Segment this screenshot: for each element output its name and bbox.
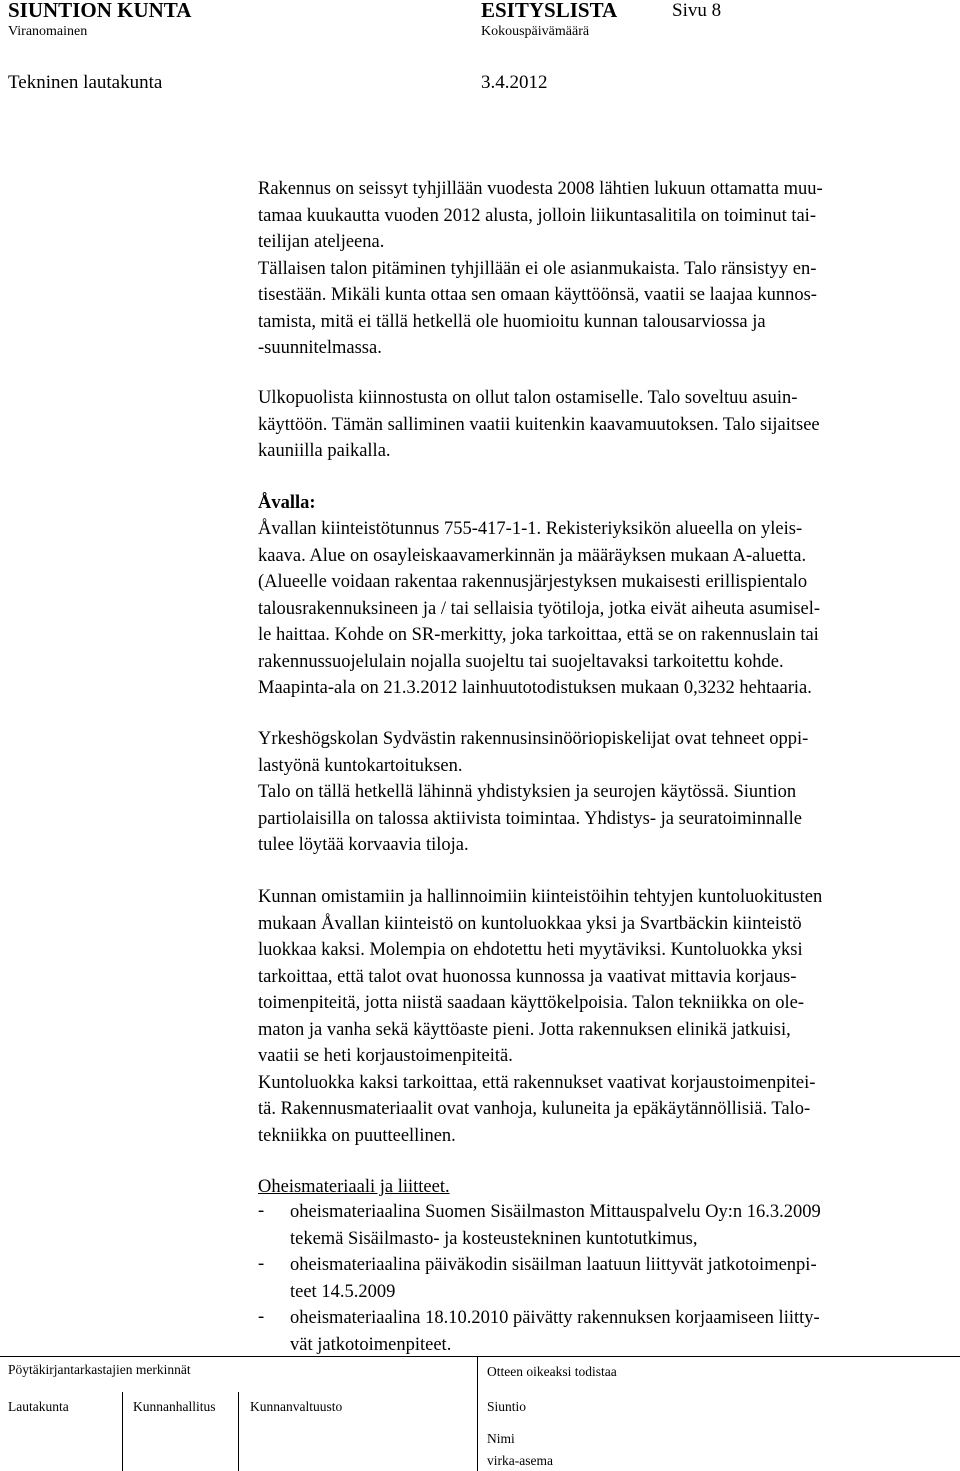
list-item: oheismateriaalina päiväkodin sisäilman laatuun liittyvät jatkotoimenpi- teet 14.5.2009 <box>290 1255 817 1302</box>
municipality-name: SIUNTION KUNTA <box>8 0 192 22</box>
footer-divider <box>0 1356 960 1357</box>
meeting-date-label: Kokouspäivämäärä <box>481 24 590 39</box>
list-dash: - <box>258 1307 265 1327</box>
avalla-heading: Åvalla: <box>258 493 316 513</box>
kunnanvaltuusto-label: Kunnanvaltuusto <box>250 1399 343 1414</box>
checkers-label: Pöytäkirjantarkastajien merkinnät <box>8 1362 191 1377</box>
list-dash: - <box>258 1254 265 1274</box>
authority-name: Tekninen lautakunta <box>8 72 163 93</box>
kunnanhallitus-label: Kunnanhallitus <box>133 1399 216 1414</box>
list-item: oheismateriaalina Suomen Sisäilmaston Mittauspalvelu Oy:n 16.3.2009 tekemä Sisäilmasto- ja kosteustekninen kuntotutkimus, <box>290 1202 821 1249</box>
list-item: oheismateriaalina 18.10.2010 päivätty rakennuksen korjaamiseen liitty- vät jatkotoimenpiteet. <box>290 1308 820 1355</box>
siuntio-label: Siuntio <box>487 1399 527 1414</box>
certified-label: Otteen oikeaksi todistaa <box>487 1364 617 1379</box>
name-label: Nimi <box>487 1431 515 1446</box>
list-dash: - <box>258 1201 265 1221</box>
paragraph-survey: Yrkeshögskolan Sydvästin rakennusinsinööriopiskelijat ovat tehneet oppi- lastyönä kuntokartoituksen. Talo on tällä hetkellä lähinnä yhdistyksien ja seurojen käytössä. Siuntion partiolaisilla on talossa aktiivista toimintaa. Yhdistys- ja seuratoiminnalle tulee löytää korvaavia tiloja. <box>258 729 809 855</box>
footer-divider <box>238 1392 239 1471</box>
authority-label: Viranomainen <box>8 24 88 39</box>
lautakunta-label: Lautakunta <box>8 1399 69 1414</box>
position-label: virka-asema <box>487 1453 553 1468</box>
meeting-date: 3.4.2012 <box>481 72 548 93</box>
paragraph-vacancy: Rakennus on seissyt tyhjillään vuodesta 2008 lähtien lukuun ottamatta muu- tamaa kuukautta vuoden 2012 alusta, jolloin liikuntasalitila on toiminut tai- teilijan ateljeena. Tällaisen talon pitäminen tyhjillään ei ole asianmukaista. Talo ränsistyy en- tisestään. Mikäli kunta ottaa sen omaan käyttöönsä, vaatii se laajaa kunnos- tamista, mitä ei tällä hetkellä ole huomioitu kunnan talousarviossa ja -suunnitelmassa. <box>258 179 823 358</box>
footer-divider <box>477 1356 478 1471</box>
attachments-heading: Oheismateriaali ja liitteet. <box>258 1177 450 1197</box>
paragraph-avalla: Åvallan kiinteistötunnus 755-417-1-1. Rekisteriyksikön alueella on yleis- kaava. Alue on osayleiskaavamerkinnän ja määräyksen mukaan A-aluetta. (Alueelle voidaan rakentaa rakennusjärjestyksen mukaisesti erillispientalo talousrakennuksineen ja / tai sellaisia työtiloja, jotka eivät aiheuta asumisel- le haittaa. Kohde on SR-merkitty, joka tarkoittaa, että se on rakennuslain tai rakennussuojelulain nojalla suojeltu tai suojeltavaksi tarkoitettu kohde. Maapinta-ala on 21.3.2012 lainhuutotodistuksen mukaan 0,3232 hehtaaria. <box>258 519 821 698</box>
paragraph-condition: Kunnan omistamiin ja hallinnoimiin kiinteistöihin tehtyjen kuntoluokitusten mukaan Åvallan kiinteistö on kuntoluokkaa yksi ja Svartbäckin kiinteistö luokkaa kaksi. Molempia on ehdotettu heti myytäviksi. Kuntoluokka yksi tarkoittaa, että talot ovat huonossa kunnossa ja vaativat mittavia korjaus- toimenpiteitä, jotta niistä saadaan käyttökelpoisia. Talon tekniikka on ole- maton ja vanha sekä käyttöaste pieni. Jotta rakennuksen elinikä jatkuisi, vaatii se heti korjaustoimenpiteitä. Kuntoluokka kaksi tarkoittaa, että rakennukset vaativat korjaustoimenpitei- tä. Rakennusmateriaalit ovat vanhoja, kuluneita ja epäkäytännöllisiä. Talo- tekniikka on puutteellinen. <box>258 887 823 1146</box>
footer-divider <box>122 1392 123 1471</box>
document-type: ESITYSLISTA <box>481 0 618 22</box>
page-number: Sivu 8 <box>672 0 722 21</box>
paragraph-interest: Ulkopuolista kiinnostusta on ollut talon ostamiselle. Talo soveltuu asuin- käyttöön. Tämän salliminen vaatii kuitenkin kaavamuutoksen. Talo sijaitsee kauniilla paikalla. <box>258 388 820 461</box>
